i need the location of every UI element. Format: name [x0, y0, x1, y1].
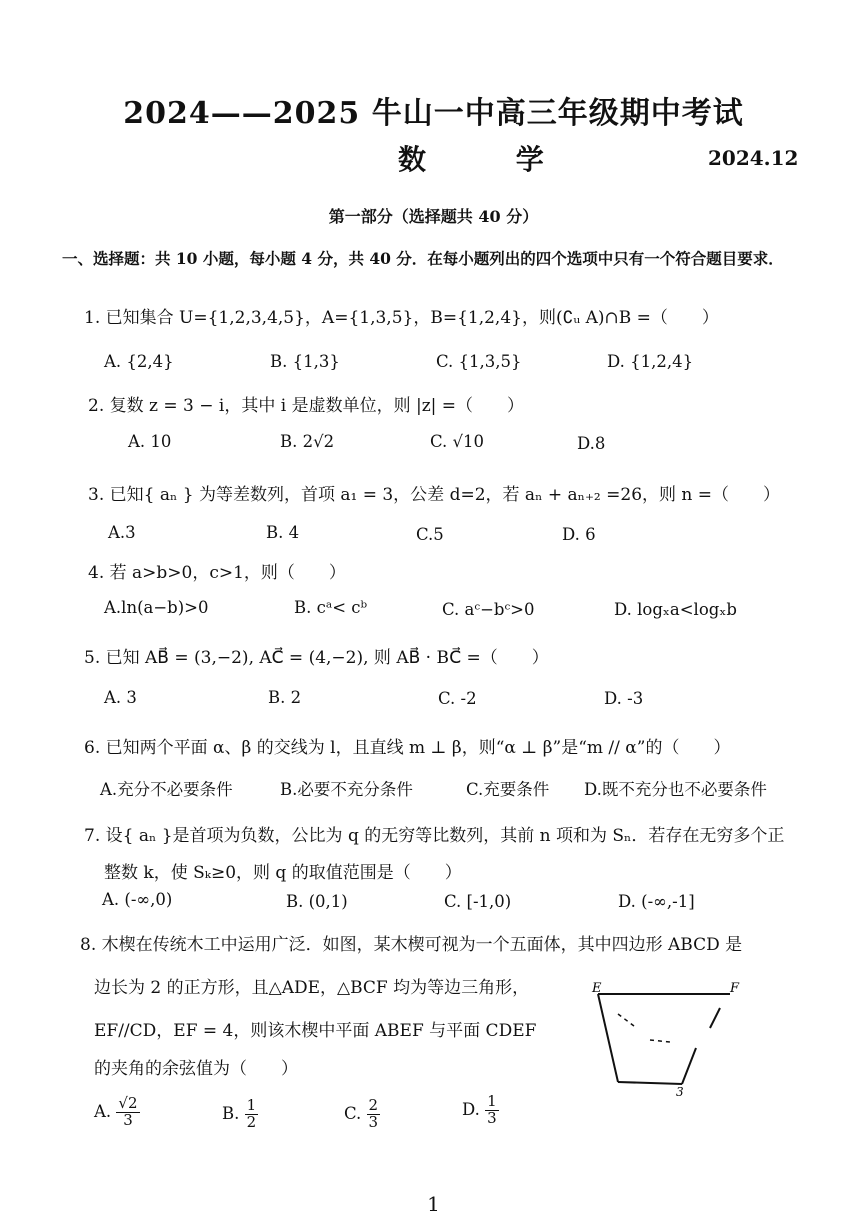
q1-option-c: C. {1,3,5}: [436, 352, 522, 371]
q7-option-c: C. [-1,0): [444, 892, 512, 911]
q7-option-b: B. (0,1): [286, 892, 348, 911]
q8-option-b: B. $\frac{1}{2}$: [222, 1096, 257, 1131]
question-7: 7. 设{ aₙ }是首项为负数，公比为 q 的无穷等比数列，其前 n 项和为 Sₙ．若存在无穷多个正: [84, 826, 785, 846]
edge-ab: [618, 1082, 682, 1084]
page-number: 1: [427, 1192, 440, 1216]
q6-option-b: B.必要不充分条件: [280, 780, 413, 799]
edge-bf-upper: [710, 1008, 720, 1028]
hidden-edge-dc: [650, 1040, 670, 1042]
q2-option-c: C. √10: [430, 432, 485, 451]
question-1: 1. 已知集合 U={1,2,3,4,5}，A={1,3,5}，B={1,2,4}，则(∁ᵤ A)∩B =（ ）: [84, 308, 719, 328]
q3-option-d: D. 6: [562, 525, 596, 544]
q6-option-a: A.充分不必要条件: [100, 780, 233, 799]
q2-option-b: B. 2√2: [280, 432, 335, 451]
q8-option-c: C. $\frac{2}{3}$: [344, 1096, 379, 1131]
question-8: 8. 木楔在传统木工中运用广泛．如图，某木楔可视为一个五面体，其中四边形 ABCD 是: [80, 935, 743, 955]
question-8-line-2: 边长为 2 的正方形，且△ADE，△BCF 均为等边三角形，: [94, 978, 530, 998]
q4-option-b: B. cᵃ< cᵇ: [294, 598, 368, 617]
q1-option-a: A. {2,4}: [104, 352, 174, 371]
q1-option-d: D. {1,2,4}: [607, 352, 694, 371]
question-7-line-2: 整数 k，使 Sₖ≥0，则 q 的取值范围是（ ）: [104, 863, 462, 883]
exam-date: 2024.12: [708, 146, 799, 170]
q8-option-a-fraction: $\frac{√2}{3}$: [118, 1094, 138, 1129]
q3-option-c: C.5: [416, 525, 444, 544]
wedge-figure: [588, 978, 748, 1098]
part-heading: 第一部分（选择题共 40 分）: [328, 207, 539, 226]
q2-option-d: D.8: [577, 434, 606, 453]
q7-option-d: D. (-∞,-1]: [618, 892, 695, 911]
q2-option-a: A. 10: [128, 432, 172, 451]
subject-label: 数 学: [398, 143, 584, 176]
q5-option-a: A. 3: [104, 688, 137, 707]
q8-option-b-fraction: $\frac{1}{2}$: [246, 1096, 257, 1131]
question-3: 3. 已知{ aₙ } 为等差数列，首项 a₁ = 3，公差 d=2，若 aₙ + aₙ₊₂ =26，则 n =（ ）: [88, 485, 781, 505]
q4-option-a: A.ln(a−b)>0: [104, 598, 209, 617]
q7-option-a: A. (-∞,0): [102, 890, 173, 909]
hidden-edge-ed: [618, 1014, 634, 1026]
q4-option-d: D. logₓa<logₓb: [614, 600, 737, 619]
question-4: 4. 若 a>b>0，c>1，则（ ）: [88, 563, 346, 583]
label-e: E: [592, 981, 602, 996]
label-f: F: [730, 981, 740, 996]
q6-option-d: D.既不充分也不必要条件: [584, 780, 767, 799]
q8-option-a: A. $\frac{√2}{3}$: [94, 1094, 138, 1129]
q6-option-c: C.充要条件: [466, 780, 550, 799]
q3-option-b: B. 4: [266, 523, 300, 542]
q4-option-c: C. aᶜ−bᶜ>0: [442, 600, 535, 619]
q5-option-b: B. 2: [268, 688, 302, 707]
question-2: 2. 复数 z = 3 − i，其中 i 是虚数单位，则 |z| =（ ）: [88, 396, 525, 416]
q5-option-c: C. -2: [438, 689, 477, 708]
q8-option-d: D. $\frac{1}{3}$: [462, 1092, 497, 1127]
section-instructions: 一、选择题：共 10 小题，每小题 4 分，共 40 分．在每小题列出的四个选项中只有一个符合题目要求．: [62, 249, 784, 268]
edge-ea: [598, 994, 618, 1082]
q8-option-c-fraction: $\frac{2}{3}$: [368, 1096, 379, 1131]
question-8-line-3: EF//CD，EF = 4，则该木楔中平面 ABEF 与平面 CDEF: [94, 1021, 537, 1041]
q8-option-d-fraction: $\frac{1}{3}$: [487, 1092, 497, 1127]
question-6: 6. 已知两个平面 α、β 的交线为 l，且直线 m ⊥ β，则“α ⊥ β”是“m // α”的（ ）: [84, 738, 731, 758]
q3-option-a: A.3: [108, 523, 136, 542]
q1-option-b: B. {1,3}: [270, 352, 340, 371]
edge-bf-lower: [682, 1048, 696, 1084]
question-8-line-4: 的夹角的余弦值为（ ）: [94, 1059, 298, 1079]
q5-option-d: D. -3: [604, 689, 644, 708]
label-b: 3: [676, 1085, 684, 1098]
exam-title: 2024——2025 牛山一中高三年级期中考试: [123, 96, 744, 131]
question-5: 5. 已知 AB⃗ = (3,−2), AC⃗ = (4,−2), 则 AB⃗ · BC⃗ =（ ）: [84, 648, 549, 668]
